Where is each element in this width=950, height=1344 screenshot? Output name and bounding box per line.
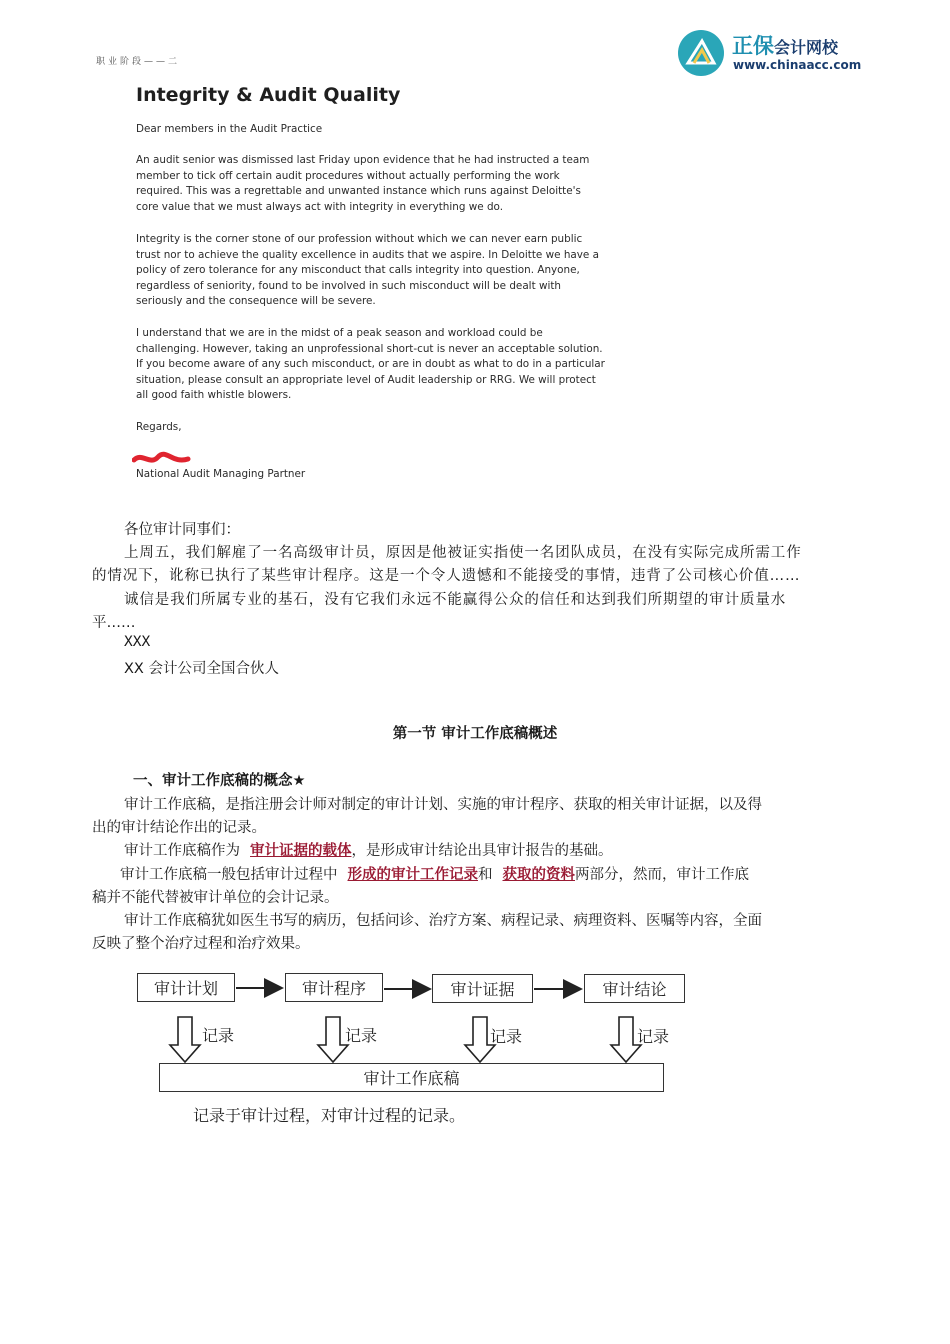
step-audit-plan: 审计计划 [137, 973, 235, 1002]
concept-p2-post: ，是形成审计结论出具审计报告的基础。 [351, 843, 613, 859]
letter-paragraph-2: Integrity is the corner stone of our profession without which we can never earn public trust nor to achieve the quality excellence in audits that we aspire. In Deloitte we have a policy of zero tolerance for any misconduct that calls integrity into question. Anyone, regardless of seniority, found to be involved in such misconduct will be dealt with seriously and the consequence will be severe. [136, 233, 599, 308]
step-audit-conclusion: 审计结论 [584, 974, 685, 1003]
step-audit-evidence: 审计证据 [432, 974, 533, 1003]
translation-sign-name: XXX [124, 634, 151, 650]
record-label-4: 记录 [637, 1027, 670, 1046]
concept-heading: 一、审计工作底稿的概念★ [133, 773, 306, 789]
logo-url: www.chinaacc.com [733, 58, 862, 72]
concept-p4-line2: 反映了整个治疗过程和治疗效果。 [92, 936, 310, 952]
concept-p3-mid: 和 [478, 867, 493, 883]
step-audit-procedure: 审计程序 [285, 973, 383, 1002]
record-label-3: 记录 [490, 1027, 523, 1046]
highlight-work-records: 形成的审计工作记录 [347, 867, 478, 883]
working-papers-box: 审计工作底稿 [159, 1063, 664, 1092]
letter-paragraph-1: An audit senior was dismissed last Friday upon evidence that he had instructed a team member to tick off certain audit procedures without actually performing the work required. This was a regrettable and unwanted instance which runs against Deloitte's core value that we must always act with integrity in everything we do. [136, 154, 590, 213]
concept-p1-line1: 审计工作底稿，是指注册会计师对制定的审计计划、实施的审计程序、获取的相关审计证据，以及得 [124, 797, 762, 813]
translation-p1-line2: 的情况下，讹称已执行了某些审计程序。这是一个令人遗憾和不能接受的事情，违背了公司核心价值…… [92, 568, 801, 584]
logo-name-sub: 会计网校 [774, 38, 839, 57]
concept-p3-post: 两部分，然而，审计工作底 [575, 867, 749, 883]
logo-name-main: 正保 [732, 34, 774, 58]
page-top-marker: 职业阶段——二 [96, 57, 181, 67]
record-label-1: 记录 [202, 1026, 235, 1045]
letter-paragraph-3: I understand that we are in the midst of a peak season and workload could be challenging. However, taking an unprofessional short-cut is never an acceptable solution. If you become aware of any such misconduct, or are in doubt as what to do in a particular situation, please consult an appropriate level of Audit leadership or RRG. We will protect all good faith whistle blowers. [136, 327, 605, 402]
section-title: 第一节 审计工作底稿概述 [392, 726, 558, 742]
down-arrow-procedure [318, 1017, 348, 1062]
translation-p2-line2: 平…… [92, 615, 136, 631]
concept-p1-line2: 出的审计结论作出的记录。 [92, 820, 266, 836]
highlight-obtained-materials: 获取的资料 [502, 867, 575, 883]
highlight-evidence-carrier: 审计证据的载体 [250, 843, 352, 859]
letter-greeting: Dear members in the Audit Practice [136, 123, 323, 135]
letter-regards: Regards, [136, 421, 182, 433]
down-arrow-plan [170, 1017, 200, 1062]
letter-title: Integrity & Audit Quality [136, 84, 401, 106]
translation-greeting: 各位审计同事们： [124, 522, 240, 538]
concept-p4-line1: 审计工作底稿犹如医生书写的病历，包括问诊、治疗方案、病程记录、病理资料、医嘱等内容，全面 [124, 913, 762, 929]
concept-p3-pre: 审计工作底稿一般包括审计过程中 [120, 867, 338, 883]
translation-p2-line1: 诚信是我们所属专业的基石，没有它我们永远不能赢得公众的信任和达到我们所期望的审计质量水 [124, 592, 787, 608]
translation-sign-title: XX 会计公司全国合伙人 [124, 661, 279, 677]
letter-signature: National Audit Managing Partner [136, 468, 306, 480]
record-label-2: 记录 [345, 1026, 378, 1045]
concept-p3-line2: 稿并不能代替被审计单位的会计记录。 [92, 890, 339, 906]
diagram-caption: 记录于审计过程，对审计过程的记录。 [193, 1106, 466, 1125]
concept-p2-pre: 审计工作底稿作为 [124, 843, 240, 859]
translation-p1-line1: 上周五，我们解雇了一名高级审计员，原因是他被证实指使一名团队成员，在没有实际完成所需工作 [124, 545, 802, 561]
